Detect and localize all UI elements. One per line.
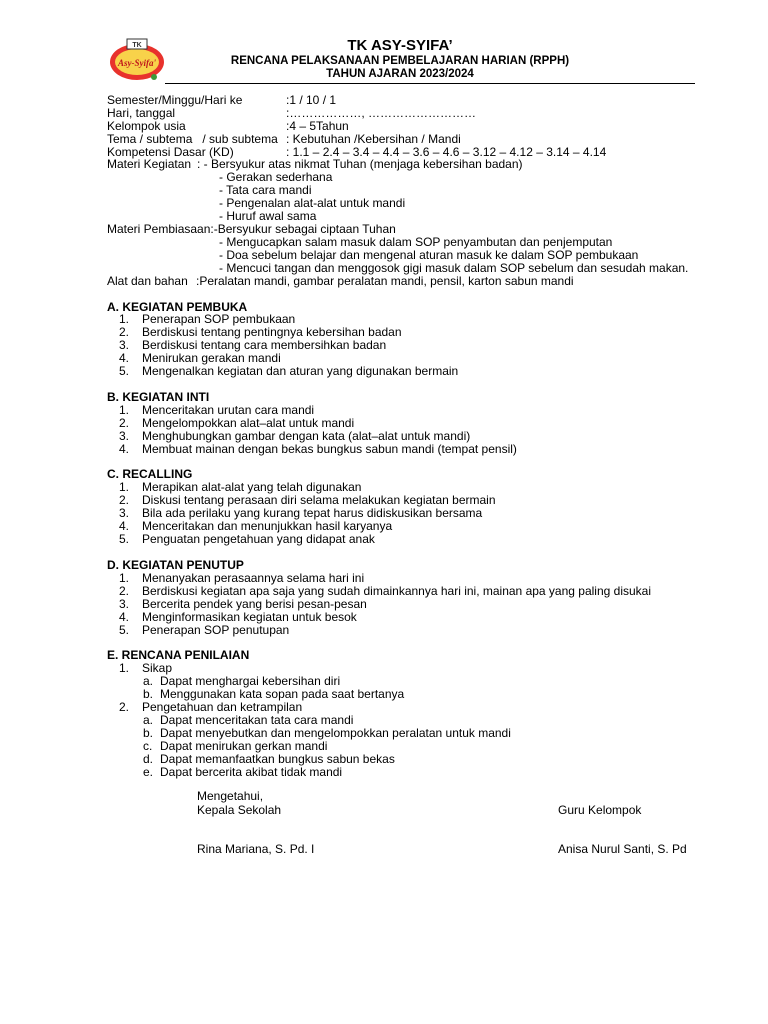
identity-value: :………………, ……………………… [286, 106, 477, 120]
section-heading: E. RENCANA PENILAIAN [107, 648, 250, 662]
guru-kelompok-title: Guru Kelompok [558, 803, 642, 817]
list-item: Mengenalkan kegiatan dan aturan yang digunakan bermain [142, 364, 459, 378]
materi-kegiatan-label: Materi Kegiatan [107, 157, 192, 171]
list-item: Penerapan SOP penutupan [142, 623, 290, 637]
identity-label: Semester/Minggu/Hari ke [107, 93, 243, 107]
list-item: Berdiskusi tentang cara membersihkan badan [142, 338, 387, 352]
alat-bahan-value: :Peralatan mandi, gambar peralatan mandi, pensil, karton sabun mandi [196, 274, 574, 288]
list-number: 4. [119, 442, 130, 456]
list-number: 5. [119, 364, 130, 378]
list-number: 4. [119, 519, 130, 533]
list-letter: d. [143, 752, 154, 766]
section-heading: C. RECALLING [107, 467, 193, 481]
list-number: 1. [119, 403, 130, 417]
section-heading: A. KEGIATAN PEMBUKA [107, 300, 248, 314]
mengetahui-label: Mengetahui, [197, 789, 264, 803]
identity-value: :4 – 5Tahun [286, 119, 349, 133]
list-number: 3. [119, 429, 130, 443]
kepala-sekolah-name: Rina Mariana, S. Pd. I [197, 842, 315, 856]
school-name: TK ASY-SYIFA’ [347, 37, 453, 54]
list-item: Penguatan pengetahuan yang didapat anak [142, 532, 375, 546]
materi-kegiatan-item: - Pengenalan alat-alat untuk mandi [219, 196, 406, 210]
svg-text:TK: TK [132, 42, 142, 49]
identity-value: : Kebutuhan /Kebersihan / Mandi [286, 132, 461, 146]
identity-value: : 1.1 – 2.4 – 3.4 – 4.4 – 3.6 – 4.6 – 3.12 – 4.12 – 3.14 – 4.14 [286, 145, 607, 159]
assessment-item: Dapat menirukan gerkan mandi [160, 739, 328, 753]
assessment-group-label: Sikap [142, 661, 173, 675]
list-letter: b. [143, 687, 154, 701]
svg-text:Asy-Syifa': Asy-Syifa' [118, 58, 156, 68]
list-item: Menghubungkan gambar dengan kata (alat–alat untuk mandi) [142, 429, 471, 443]
list-number: 3. [119, 338, 130, 352]
list-number: 3. [119, 597, 130, 611]
materi-kegiatan-item: - Tata cara mandi [219, 183, 312, 197]
list-number: 1. [119, 480, 130, 494]
materi-kegiatan-item: - Huruf awal sama [219, 209, 317, 223]
list-number: 1. [119, 571, 130, 585]
list-number: 4. [119, 610, 130, 624]
materi-pembiasaan-item: - Mengucapkan salam masuk dalam SOP penyambutan dan penjemputan [219, 235, 613, 249]
list-item: Menceritakan urutan cara mandi [142, 403, 315, 417]
header-divider [165, 83, 695, 84]
list-letter: a. [143, 713, 154, 727]
list-letter: b. [143, 726, 154, 740]
list-letter: a. [143, 674, 154, 688]
guru-kelompok-name: Anisa Nurul Santi, S. Pd [558, 842, 687, 856]
list-item: Membuat mainan dengan bekas bungkus sabun mandi (tempat pensil) [142, 442, 517, 456]
list-item: Menceritakan dan menunjukkan hasil karyanya [142, 519, 393, 533]
materi-kegiatan-item: - Gerakan sederhana [219, 170, 333, 184]
list-item: Bercerita pendek yang berisi pesan-pesan [142, 597, 367, 611]
list-item: Diskusi tentang perasaan diri selama melakukan kegiatan bermain [142, 493, 496, 507]
materi-kegiatan-first: : - Bersyukur atas nikmat Tuhan (menjaga kebersihan badan) [197, 157, 523, 171]
list-item: Merapikan alat-alat yang telah digunakan [142, 480, 362, 494]
assessment-item: Dapat memanfaatkan bungkus sabun bekas [160, 752, 395, 766]
list-number: 1. [119, 312, 130, 326]
list-number: 2. [119, 700, 130, 714]
kepala-sekolah-title: Kepala Sekolah [197, 803, 282, 817]
assessment-group-label: Pengetahuan dan ketrampilan [142, 700, 303, 714]
materi-pembiasaan-item: - Doa sebelum belajar dan mengenal aturan masuk ke dalam SOP pembukaan [219, 248, 639, 262]
list-number: 5. [119, 623, 130, 637]
alat-bahan-label: Alat dan bahan [107, 274, 188, 288]
assessment-item: Menggunakan kata sopan pada saat bertanya [160, 687, 405, 701]
list-letter: e. [143, 765, 154, 779]
list-item: Berdiskusi kegiatan apa saja yang sudah dimainkannya hari ini, mainan apa yang paling disukai [142, 584, 651, 598]
list-letter: c. [143, 739, 153, 753]
identity-label: Kompetensi Dasar (KD) [107, 145, 234, 159]
list-number: 1. [119, 661, 130, 675]
identity-value: :1 / 10 / 1 [286, 93, 337, 107]
list-number: 2. [119, 493, 130, 507]
list-item: Mengelompokkan alat–alat untuk mandi [142, 416, 355, 430]
list-item: Penerapan SOP pembukaan [142, 312, 296, 326]
list-item: Menanyakan perasaannya selama hari ini [142, 571, 365, 585]
identity-label: Kelompok usia [107, 119, 186, 133]
identity-label: Tema / subtema / sub subtema [107, 132, 278, 146]
section-heading: D. KEGIATAN PENUTUP [107, 558, 244, 572]
list-item: Menirukan gerakan mandi [142, 351, 281, 365]
assessment-item: Dapat menceritakan tata cara mandi [160, 713, 354, 727]
list-number: 3. [119, 506, 130, 520]
list-item: Bila ada perilaku yang kurang tepat harus didiskusikan bersama [142, 506, 483, 520]
document-title: RENCANA PELAKSANAAN PEMBELAJARAN HARIAN (RPPH) [230, 55, 570, 67]
materi-pembiasaan-first: Materi Pembiasaan:-Bersyukur sebagai ciptaan Tuhan [107, 222, 396, 236]
list-number: 2. [119, 584, 130, 598]
assessment-item: Dapat bercerita akibat tidak mandi [160, 765, 343, 779]
list-item: Berdiskusi tentang pentingnya kebersihan badan [142, 325, 402, 339]
section-heading: B. KEGIATAN INTI [107, 390, 210, 404]
materi-pembiasaan-item: - Mencuci tangan dan menggosok gigi masuk dalam SOP sebelum dan sesudah makan. [219, 261, 689, 275]
list-number: 5. [119, 532, 130, 546]
list-number: 2. [119, 416, 130, 430]
assessment-item: Dapat menyebutkan dan mengelompokkan peralatan untuk mandi [160, 726, 511, 740]
assessment-item: Dapat menghargai kebersihan diri [160, 674, 341, 688]
identity-label: Hari, tanggal [107, 106, 176, 120]
list-item: Menginformasikan kegiatan untuk besok [142, 610, 357, 624]
list-number: 2. [119, 325, 130, 339]
list-number: 4. [119, 351, 130, 365]
academic-year: TAHUN AJARAN 2023/2024 [326, 68, 474, 80]
